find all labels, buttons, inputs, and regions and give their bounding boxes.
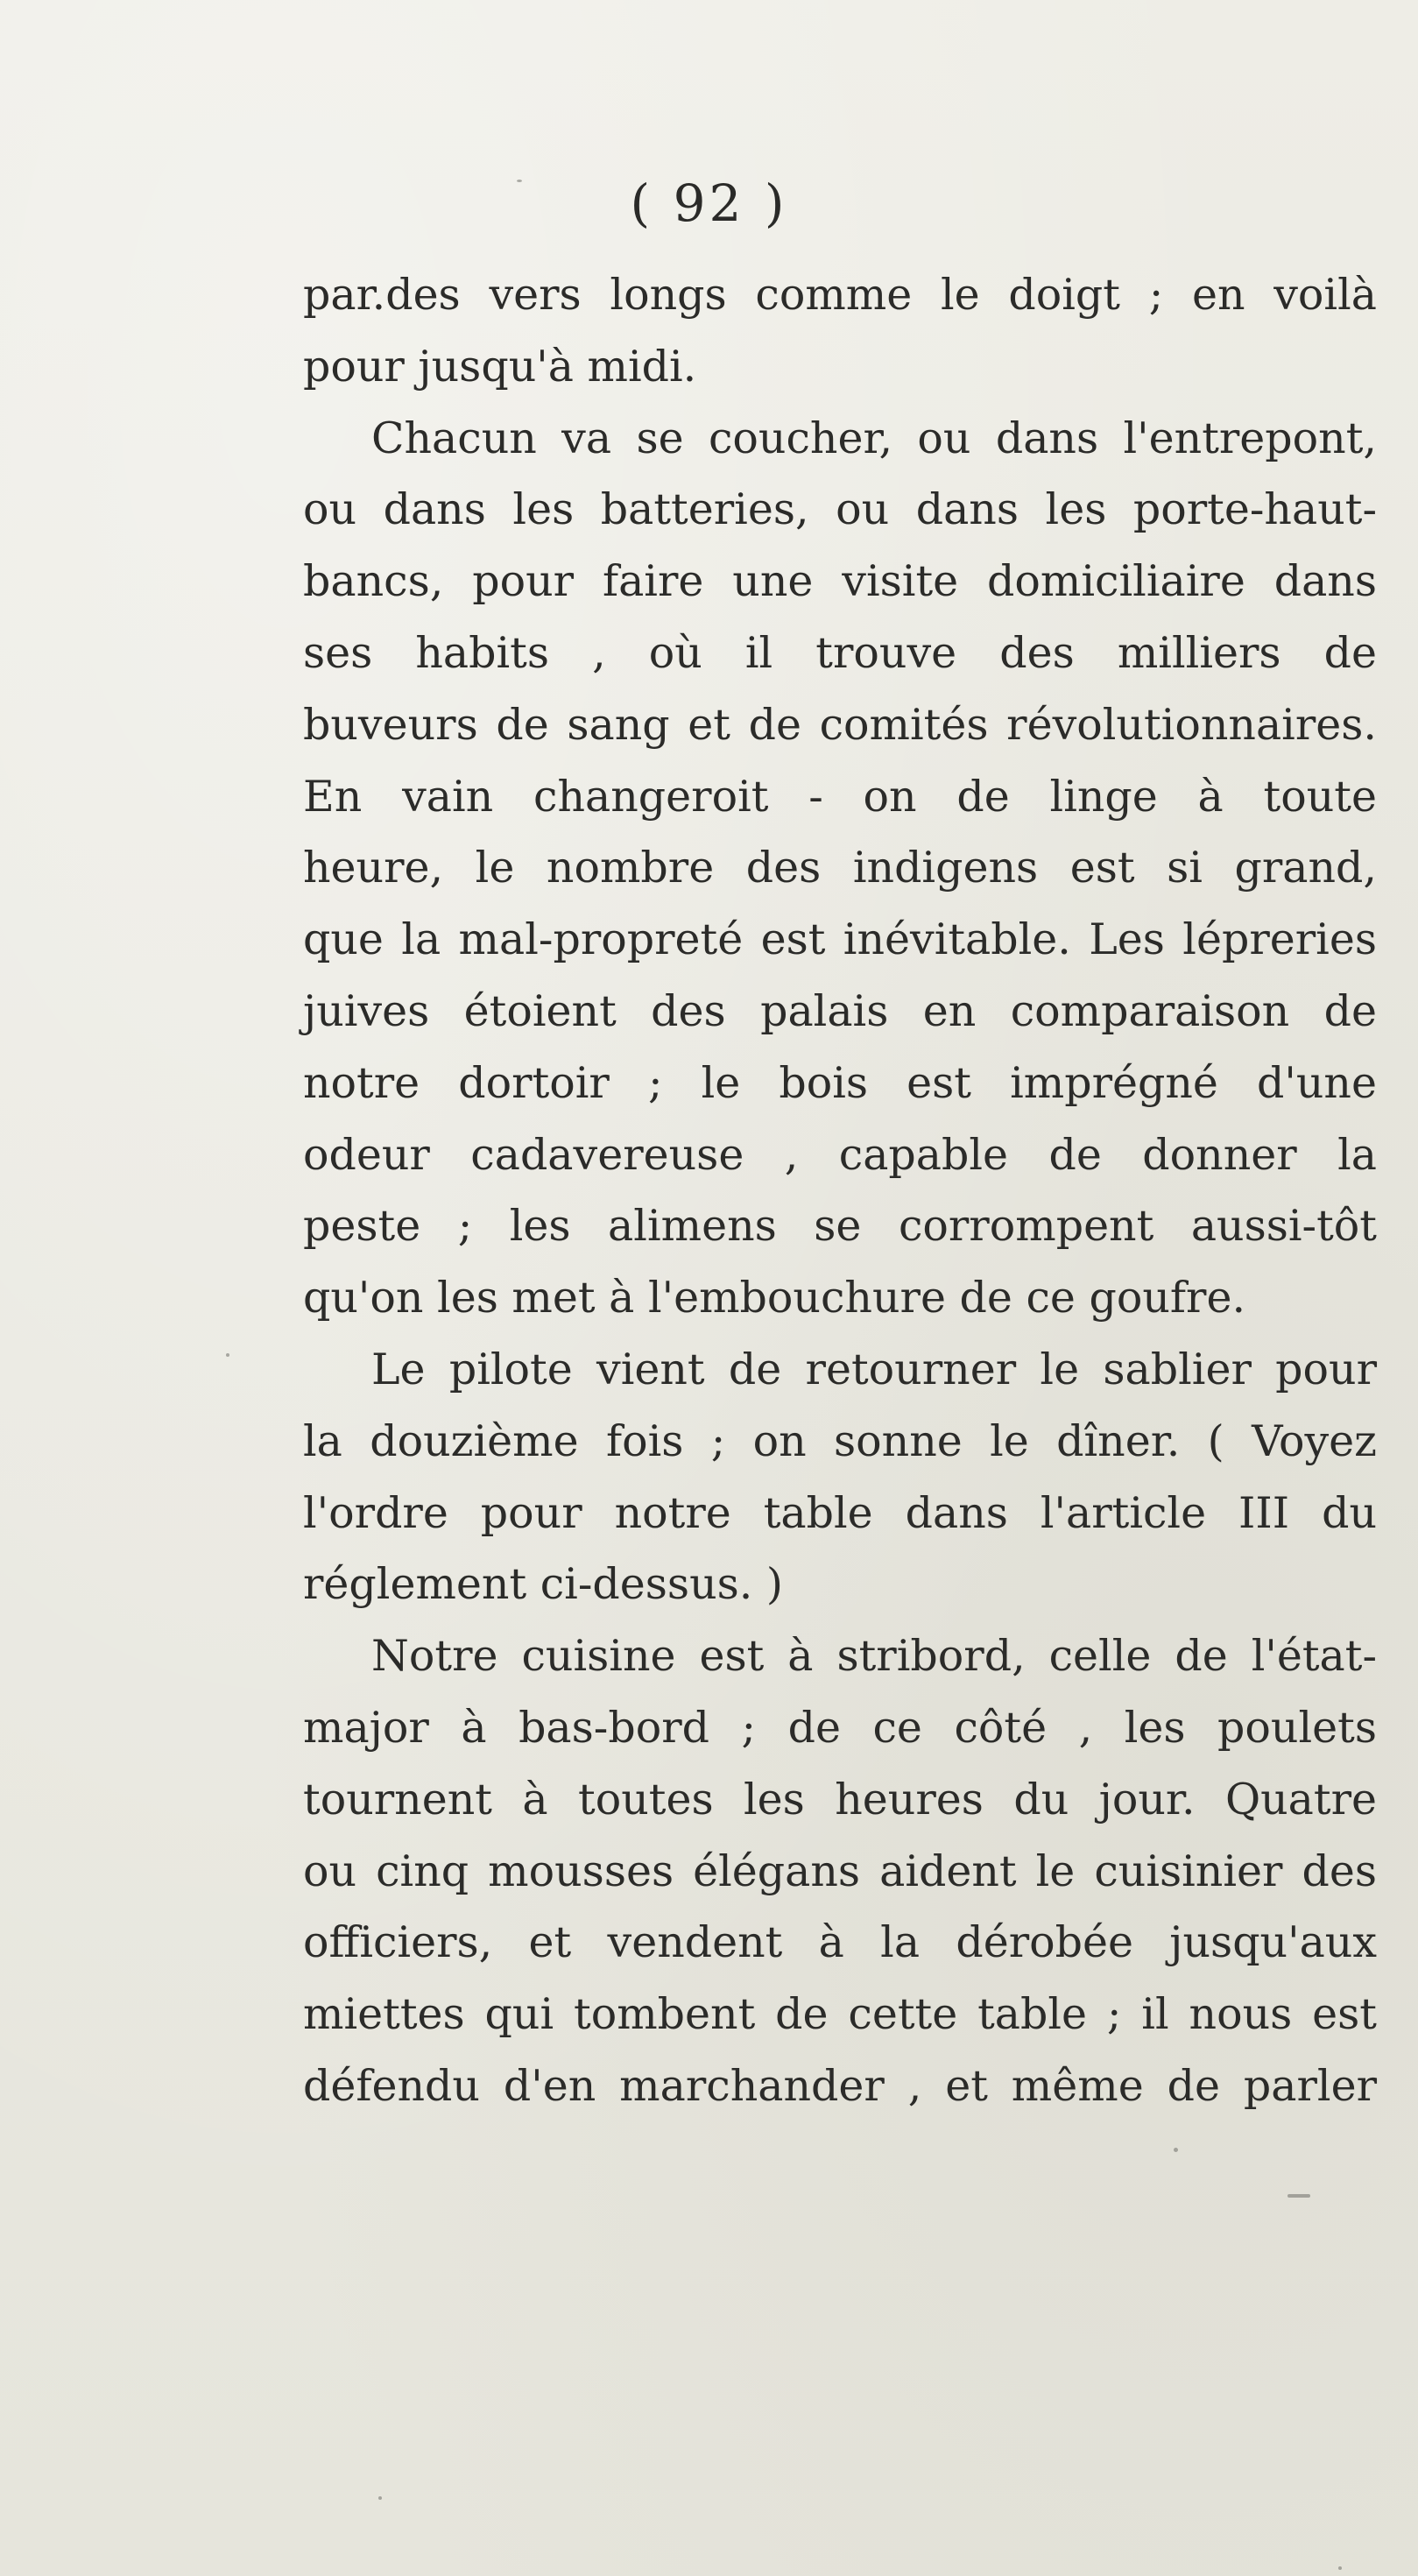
paper-speck: [1338, 2566, 1342, 2570]
text-line: heure, le nombre des indigens est si grand,: [303, 843, 1377, 893]
text-line: major à bas-bord ; de ce côté , les poulets: [303, 1702, 1377, 1753]
text-line: Notre cuisine est à stribord, celle de l'état-: [371, 1631, 1377, 1682]
text-line: Chacun va se coucher, ou dans l'entrepont,: [371, 413, 1377, 463]
paper-speck: [226, 1353, 229, 1357]
paper-speck: [1287, 2194, 1310, 2198]
page-number: ( 92 ): [630, 173, 788, 233]
body-text: [303, 259, 1377, 2122]
text-line: buveurs de sang et de comités révolutionnaires.: [303, 699, 1377, 750]
text-line: peste ; les alimens se corrompent aussi-tôt: [303, 1201, 1377, 1252]
text-line: la douzième fois ; on sonne le dîner. ( Voyez: [303, 1415, 1377, 1466]
text-line: odeur cadavereuse , capable de donner la: [303, 1129, 1377, 1180]
text-line: que la mal-propreté est inévitable. Les lépreries: [303, 914, 1377, 965]
text-line: ses habits , où il trouve des milliers de: [303, 627, 1377, 678]
paper-speck: [378, 2496, 382, 2500]
text-line: l'ordre pour notre table dans l'article III du: [303, 1487, 1377, 1538]
text-line: ou cinq mousses élégans aident le cuisinier des: [303, 1846, 1377, 1896]
text-line: En vain changeroit - on de linge à toute: [303, 771, 1377, 822]
text-line: bancs, pour faire une visite domiciliaire dans: [303, 556, 1377, 607]
text-line: par.des vers longs comme le doigt ; en voilà: [303, 270, 1377, 320]
text-line: officiers, et vendent à la dérobée jusqu'aux: [303, 1917, 1377, 1968]
text-line: Le pilote vient de retourner le sablier pour: [371, 1344, 1377, 1394]
text-line: miettes qui tombent de cette table ; il nous est: [303, 1989, 1377, 2040]
text-line: ou dans les batteries, ou dans les porte-haut-: [303, 484, 1377, 535]
text-line: tournent à toutes les heures du jour. Quatre: [303, 1774, 1377, 1824]
text-line: défendu d'en marchander , et même de parler: [303, 2060, 1377, 2111]
text-line: notre dortoir ; le bois est imprégné d'une: [303, 1057, 1377, 1108]
paper-speck: [517, 180, 522, 182]
text-line: réglement ci-dessus. ): [303, 1559, 784, 1610]
text-line: qu'on les met à l'embouchure de ce goufre.: [303, 1273, 1246, 1323]
paper-speck: [1174, 2148, 1178, 2152]
text-line: juives étoient des palais en comparaison de: [303, 985, 1377, 1036]
text-line: pour jusqu'à midi.: [303, 341, 697, 392]
